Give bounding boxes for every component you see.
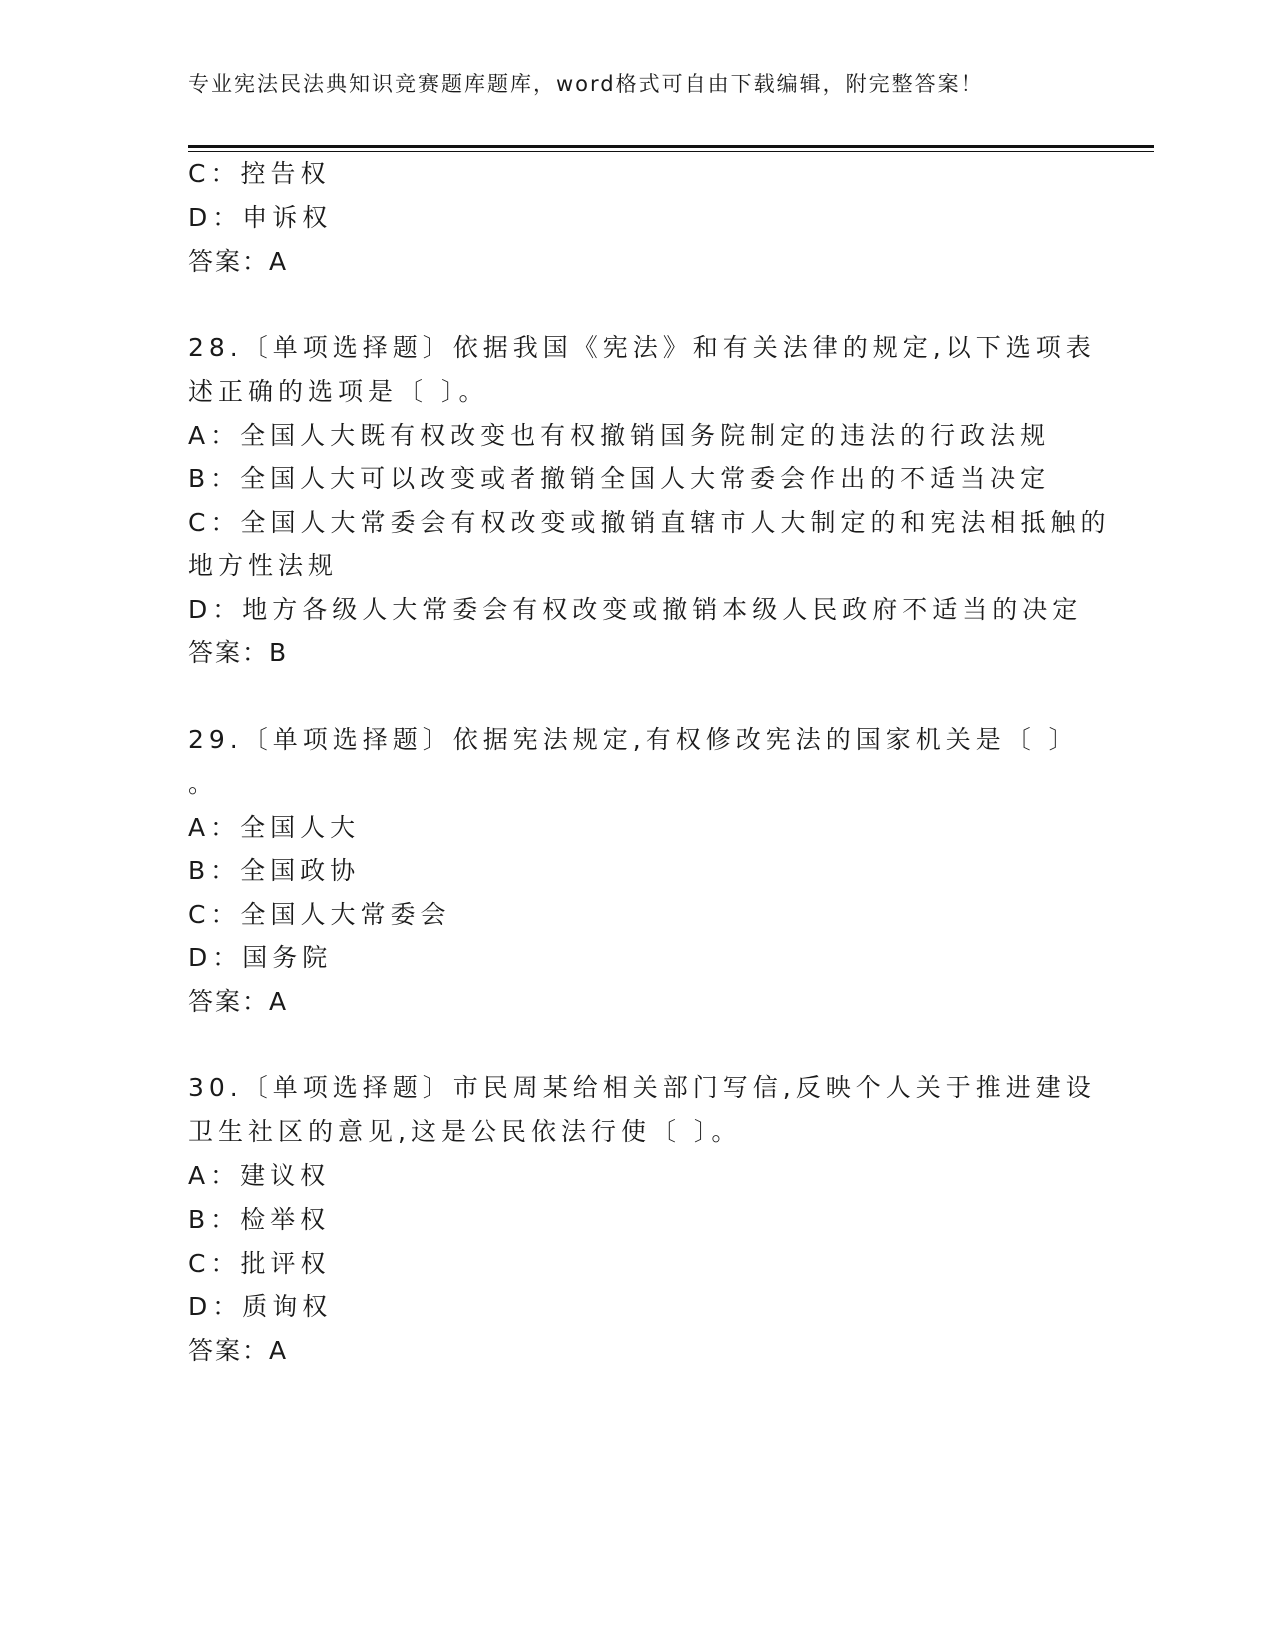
question-28-option-d: D：地方各级人大常委会有权改变或撤销本级人民政府不适当的决定 — [188, 595, 1083, 624]
question-29-answer: 答案：A — [188, 987, 289, 1016]
question-30-answer: 答案：A — [188, 1336, 289, 1365]
question-30-stem-line-1: 30.〔单项选择题〕市民周某给相关部门写信,反映个人关于推进建设 — [188, 1073, 1096, 1102]
question-28-stem-line-1: 28.〔单项选择题〕依据我国《宪法》和有关法律的规定,以下选项表 — [188, 333, 1096, 362]
question-29-option-b: B：全国政协 — [188, 856, 361, 885]
question-30-option-b: B：检举权 — [188, 1205, 331, 1234]
question-29-stem-line-2: 。 — [188, 769, 219, 798]
answer-line: 答案：A — [188, 247, 289, 276]
question-29-stem-line-1: 29.〔单项选择题〕依据宪法规定,有权修改宪法的国家机关是〔 〕 — [188, 725, 1079, 754]
question-29-option-a: A：全国人大 — [188, 813, 361, 842]
question-28-stem-line-2: 述正确的选项是〔 〕。 — [188, 377, 489, 406]
option-c: C：控告权 — [188, 159, 331, 188]
question-28-option-b: B：全国人大可以改变或者撤销全国人大常委会作出的不适当决定 — [188, 464, 1051, 493]
option-d: D：申诉权 — [188, 203, 333, 232]
question-28-option-c-continued: 地方性法规 — [188, 551, 339, 580]
page-header: 专业宪法民法典知识竞赛题库题库，word格式可自由下载编辑，附完整答案！ — [188, 72, 984, 96]
header-divider-thin — [188, 151, 1154, 152]
question-30-option-c: C：批评权 — [188, 1249, 331, 1278]
question-30-option-d: D：质询权 — [188, 1292, 333, 1321]
question-28-answer: 答案：B — [188, 638, 289, 667]
question-29-option-c: C：全国人大常委会 — [188, 900, 451, 929]
question-28-option-a: A：全国人大既有权改变也有权撤销国务院制定的违法的行政法规 — [188, 421, 1051, 450]
question-30-option-a: A：建议权 — [188, 1161, 331, 1190]
question-29-option-d: D：国务院 — [188, 943, 333, 972]
question-28-option-c: C：全国人大常委会有权改变或撤销直辖市人大制定的和宪法相抵触的 — [188, 508, 1111, 537]
question-30-stem-line-2: 卫生社区的意见,这是公民依法行使〔 〕。 — [188, 1117, 742, 1146]
header-divider-thick — [188, 145, 1154, 148]
